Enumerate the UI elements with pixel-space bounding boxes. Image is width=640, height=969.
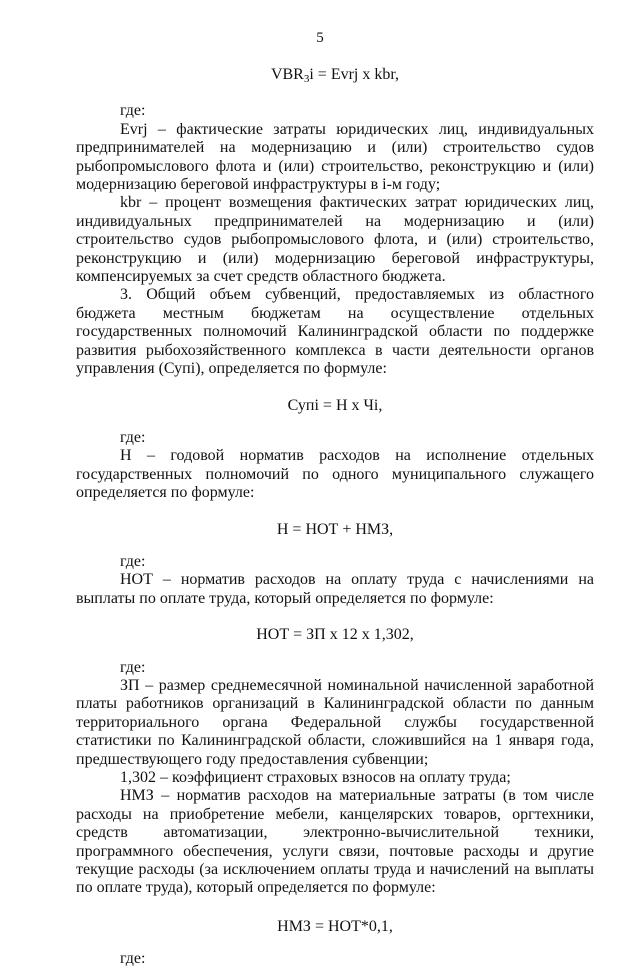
formula-nmz: НМЗ = НОТ*0,1,: [277, 917, 393, 935]
definition-evrj: Evrj – фактические затраты юридических лиц, индивидуальных предпринимателей на модернизацию и (или) строительство судов рыбопромыслового флота и (или) строительство, реконструкцию и (или) модернизацию береговой инфраструктуры в i-м году;: [76, 120, 594, 194]
where-label: где:: [120, 102, 146, 120]
definition-zp: ЗП – размер среднемесячной номинальной начисленной заработной платы работников организаций в Калининградской области по данным территориального органа Федеральной службы государственной статистики по Калининградской области, сложившийся на 1 января года, предшествующего году предоставления субвенции;: [76, 676, 594, 768]
formula-vbr: [76, 66, 594, 84]
formula-vbr-subscript: 3: [303, 73, 310, 85]
document-body: [76, 56, 594, 969]
definition-kbr: kbr – процент возмещения фактических затрат юридических лиц, индивидуальных предпринимателей на модернизацию и (или) строительство судов рыбопромыслового флота, и (или) строительство, реконструкцию и (или) модернизацию береговой инфраструктуры, компенсируемых за счет средств областного бюджета.: [76, 194, 594, 286]
paragraph-3: 3. Общий объем субвенций, предоставляемых из областного бюджета местным бюджетам на осуществление отдельных государственных полномочий Калининградской области по поддержке развития рыбохозяйственного комплекса в части деятельности органов управления (Супi), определяется по формуле:: [76, 286, 594, 378]
formula-vbr-lhs: VBR: [270, 66, 304, 83]
definition-nmz: НМЗ – норматив расходов на материальные затраты (в том числе расходы на приобретение мебели, канцелярских товаров, оргтехники, средств автоматизации, электронно-вычислительной техники, программного обеспечения, услуги связи, почтовые расходы и другие текущие расходы (за исключением оплаты труда и начислений на выплаты по оплате труда), который определяется по формуле:: [76, 787, 594, 897]
where-label: где:: [120, 658, 146, 676]
where-label: где:: [120, 428, 146, 446]
definition-not: НОТ – норматив расходов на оплату труда с начислениями на выплаты по оплате труда, который определяется по формуле:: [76, 571, 594, 607]
where-label: где:: [120, 950, 146, 968]
formula-n: Н = НОТ + НМЗ,: [276, 520, 394, 538]
formula-sup: Супi = Н x Чi,: [287, 396, 383, 414]
page-number: 5: [316, 30, 324, 46]
definition-1302: 1,302 – коэффициент страховых взносов на оплату труда;: [120, 769, 511, 786]
definition-n: Н – годовой норматив расходов на исполнение отдельных государственных полномочий по одного муниципального служащего определяется по формуле:: [76, 447, 594, 502]
formula-not: НОТ = ЗП x 12 x 1,302,: [256, 626, 414, 644]
formula-vbr-rhs: i = Evrj x kbr,: [309, 66, 400, 83]
where-label: где:: [120, 552, 146, 570]
